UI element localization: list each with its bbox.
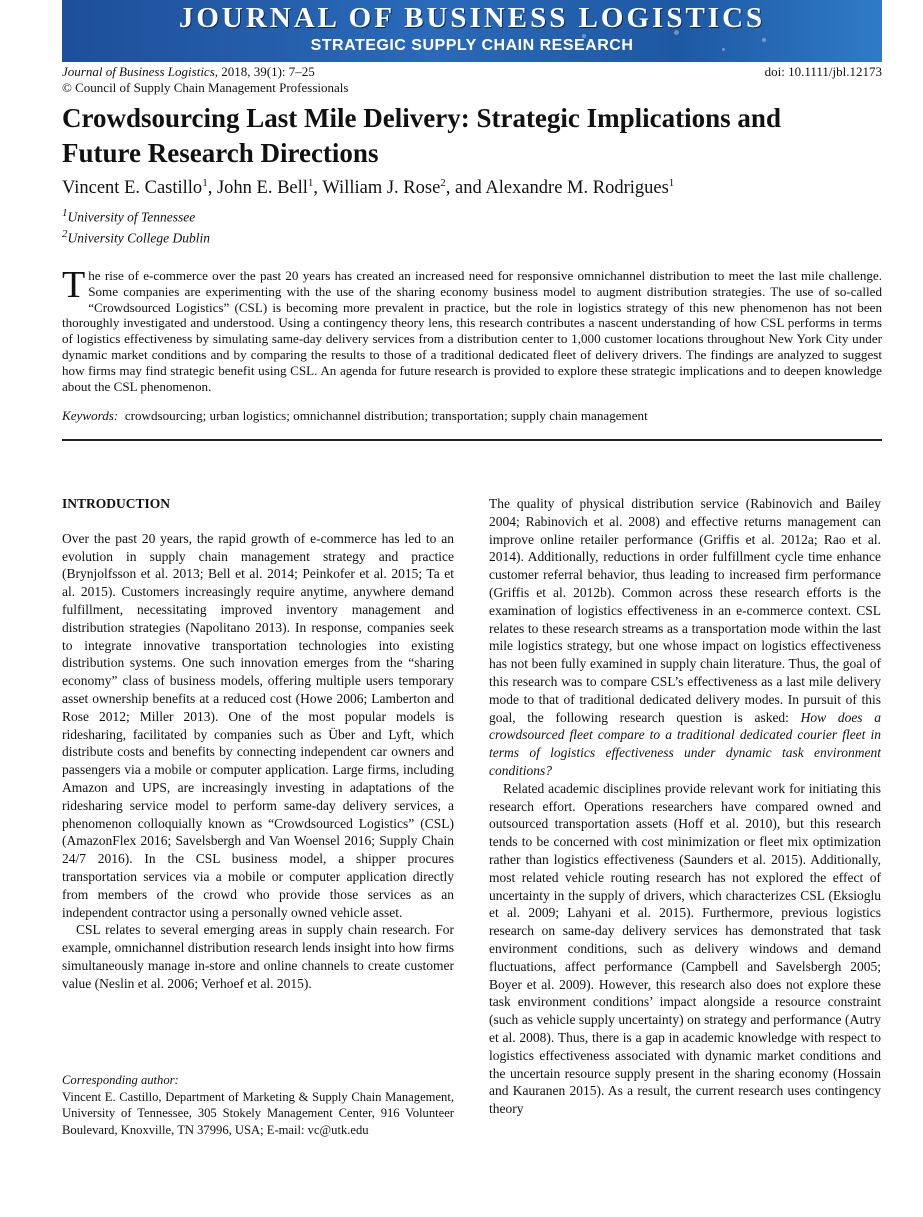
doi[interactable]: doi: 10.1111/jbl.12173: [764, 64, 882, 79]
author-separator: ,: [207, 178, 217, 199]
affiliation-marker: 1: [202, 177, 208, 189]
journal-name: Journal of Business Logistics: [62, 64, 215, 79]
body-column-left: [62, 495, 454, 993]
affiliation-item: [62, 205, 210, 226]
affiliation-name: University of Tennessee: [67, 209, 196, 225]
corresponding-author-details: Vincent E. Castillo, Department of Marketing & Supply Chain Management, University of Tennessee, 305 Stokely Management Center, 916 Volunteer Boulevard, Knoxville, TN 37996, USA; E-mail: vc@utk.edu: [62, 1089, 454, 1137]
author-separator: , and: [445, 178, 486, 199]
affiliation-item: [62, 226, 210, 247]
journal-banner-title: JOURNAL OF BUSINESS LOGISTICS: [178, 2, 766, 34]
author-separator: ,: [313, 178, 323, 199]
author-list: [62, 172, 674, 199]
body-paragraph: CSL relates to several emerging areas in supply chain research. For example, omnichannel distribution research lends insight into how firms simultaneously manage in-store and online channels to create customer value (Neslin et al. 2006; Verhoef et al. 2015).: [62, 922, 454, 991]
body-paragraph: Related academic disciplines provide relevant work for initiating this research effort. Operations researchers have compared owned and outsourced transportation assets (Hoff et al. 2010), but this research tends to be concerned with cost minimization or fleet mix optimization rather than logistics effectiveness (Saunders et al. 2015). Additionally, most related vehicle routing research has not explored the effect of uncertainty in the supply of drivers, which characterizes CSL (Eksioglu et al. 2009; Lahyani et al. 2015). Furthermore, previous logistics research on same-day delivery services has demonstrated that task environment conditions, such as delivery windows and demand fluctuations, affect performance (Campbell and Savelsbergh 2005; Boyer et al. 2009). However, this research also does not explore these task environment conditions’ impact alongside a resource constraint (such as vehicle supply uncertainty) on strategy and performance (Autry et al. 2008). Thus, there is a gap in academic knowledge with respect to logistics effectiveness associated with dynamic market conditions and the uncertain resource supply present in the sharing economy (Hossain and Kauranen 2015). As a result, the current research uses contingency theory: [489, 780, 881, 1117]
affiliation-marker: 1: [307, 177, 314, 189]
body-text: The quality of physical distribution service (Rabinovich and Bailey 2004; Rabinovich et al. 2008) and effective returns management can improve online retailer performance (Griffis et al. 2012a; Rao et al. 2014). Additionally, reductions in order fulfillment cycle time enhance customer referral behavior, thus leading to increased firm performance (Griffis et al. 2012b). Common across these research efforts is the examination of logistics effectiveness in an e-commerce context. CSL relates to these research streams as a transportation mode within the last mile logistics strategy, but one whose impact on logistics effectiveness has not been fully examined in supply chain literature. Thus, the goal of this research was to compare CSL’s effectiveness as a last mile delivery mode to that of traditional dedicated delivery modes. In pursuit of this goal, the following research question is asked:: [489, 496, 881, 725]
corresponding-author: Corresponding author: Vincent E. Castillo, Department of Marketing & Supply Chain Management, University of Tennessee, 305 Stokely Management Center, 916 Volunteer Boulevard, Knoxville, TN 37996, USA; E-mail: vc@utk.edu: [62, 1073, 454, 1137]
affiliation-name: University College Dublin: [67, 230, 210, 245]
keywords: Keywords: crowdsourcing; urban logistics; omnichannel distribution; transportation; supply chain management: [62, 408, 648, 423]
affiliation-marker: 1: [668, 177, 675, 189]
body-paragraph: [489, 495, 881, 780]
affiliation-number: 2: [62, 227, 68, 240]
author-name: Alexandre M. Rodrigues: [485, 178, 669, 199]
affiliation-number: 1: [62, 207, 68, 219]
research-question: How does a crowdsourced fleet compare to a traditional dedicated courier fleet in terms of logistics effectiveness under dynamic task environment conditions?: [489, 709, 881, 778]
affiliations: [62, 205, 210, 246]
article-title: Crowdsourcing Last Mile Delivery: Strategic Implications and Future Research Directions: [62, 103, 781, 168]
affiliation-marker: 2: [440, 177, 446, 189]
citation-details: , 2018, 39(1): 7–25: [214, 64, 315, 79]
author-name: William J. Rose: [322, 178, 441, 199]
abstract: [62, 264, 882, 394]
keywords-list: crowdsourcing; urban logistics; omnichannel distribution; transportation; supply chain management: [124, 408, 648, 423]
abstract-dropcap: T: [62, 264, 86, 306]
journal-banner-subtitle: STRATEGIC SUPPLY CHAIN RESEARCH: [310, 37, 634, 54]
section-divider: [62, 439, 882, 441]
body-paragraph: Over the past 20 years, the rapid growth of e-commerce has led to an evolution in supply chain management strategy and practice (Brynjolfsson et al. 2013; Bell et al. 2014; Peinkofer et al. 2015; Ta et al. 2015). Customers increasingly require anytime, anywhere demand fulfillment, necessitating improved inventory management and distribution strategies (Napolitano 2013). In response, companies seek to integrate innovative transportation technologies into existing distribution systems. One such innovation emerges from the “sharing economy” class of business models, offering multiple users temporary asset ownership benefits at a reduced cost (Howe 2006; Lamberton and Rose 2012; Miller 2013). One of the most popular models is ridesharing, facilitated by companies such as Über and Lyft, which distribute costs and benefits by connecting independent car owners and passengers via a mobile or computer application. Large firms, including Amazon and UPS, are increasingly investing in adaptations of the ridesharing service model to perform same-day delivery services, a phenomenon colloquially known as “Crowdsourced Logistics” (CSL) (AmazonFlex 2016; Savelsbergh and Van Woensel 2016; Supply Chain 24/7 2016). In the CSL business model, a shipper procures transportation services via a mobile or computer application directly from members of the crowd who provide those services as an independent contractor using a personally owned vehicle asset.: [62, 530, 454, 920]
author-name: John E. Bell: [216, 178, 308, 199]
keywords-label: Keywords: [62, 408, 114, 423]
section-heading: INTRODUCTION: [62, 496, 171, 511]
abstract-text: he rise of e-commerce over the past 20 years has created an increased need for responsive omnichannel distribution to meet the last mile challenge. Some companies are experimenting with the use of the sharing economy business model to augment distribution strategies. The use of so-called “Crowdsourced Logistics” (CSL) is becoming more prevalent in practice, but the role in logistics strategy of this new phenomenon has not been thoroughly investigated and understood. Using a contingency theory lens, this research contributes a nascent understanding of how CSL performs in terms of logistics effectiveness by simulating same-day delivery services from a distribution center to 1,000 customer locations throughout New York City under dynamic market conditions and by comparing the results to those of a traditional dedicated fleet of delivery drivers. The findings are analyzed to suggest how firms may find strategic benefit using CSL. An agenda for future research is provided to explore these strategic implications and to deepen knowledge about the CSL phenomenon.: [62, 268, 882, 394]
citation-info: [62, 64, 348, 96]
copyright: © Council of Supply Chain Management Professionals: [62, 80, 349, 95]
corresponding-author-label: Corresponding author: [62, 1073, 175, 1087]
journal-banner: [62, 0, 882, 62]
author-name: Vincent E. Castillo: [62, 178, 203, 199]
body-column-right: [489, 495, 881, 1118]
